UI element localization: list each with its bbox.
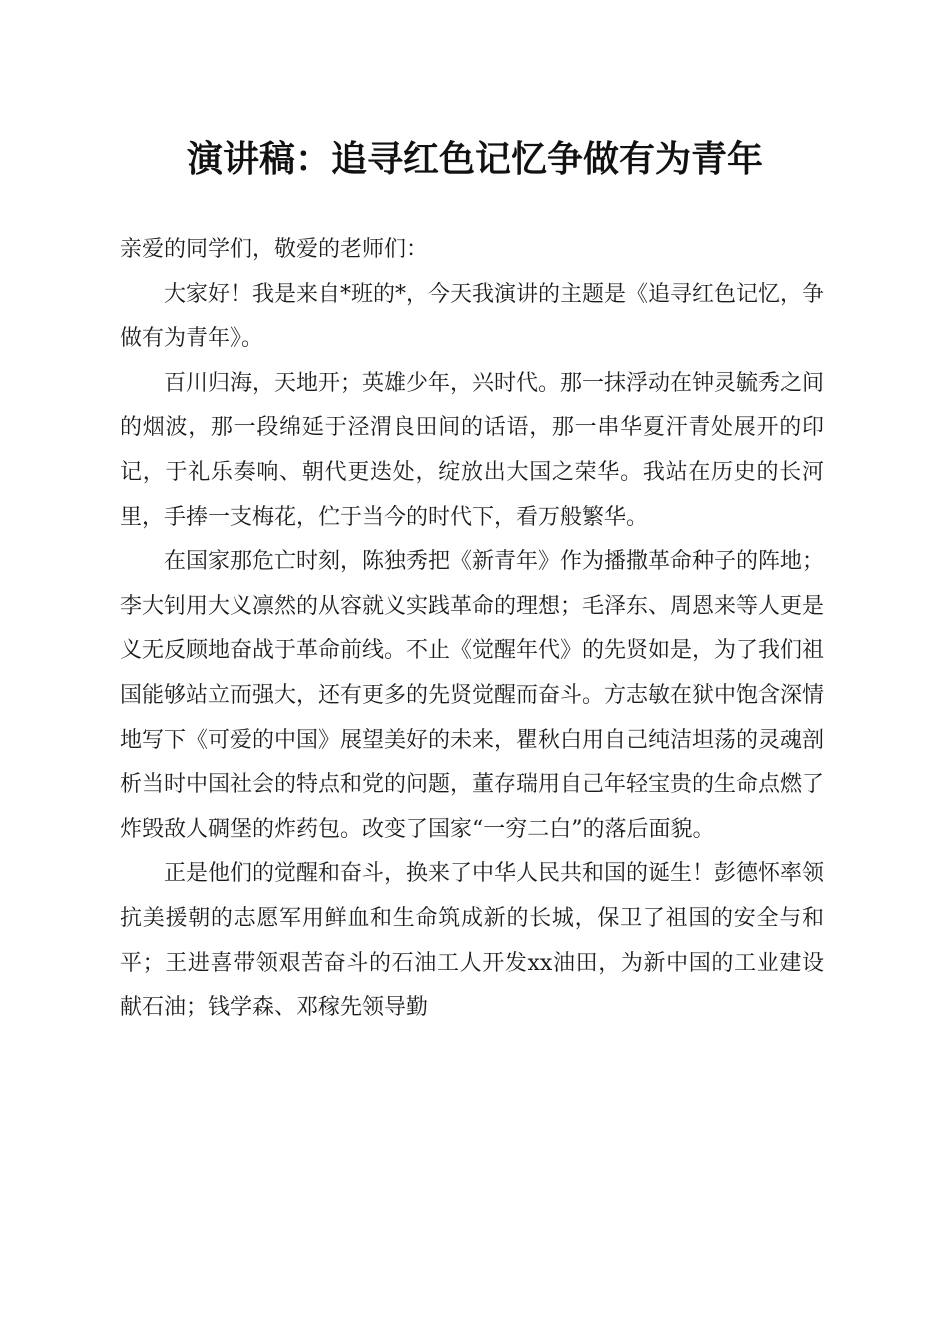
- speech-body: [120, 228, 824, 1031]
- paragraph-revolutionaries: 在国家那危亡时刻，陈独秀把《新青年》作为播撒革命种子的阵地；李大钊用大义凛然的从容就义实践革命的理想；毛泽东、周恩来等人更是义无反顾地奋战于革命前线。不止《觉醒年代》的先贤如是，为了我们祖国能够站立而强大，还有更多的先贤觉醒而奋斗。方志敏在狱中饱含深情地写下《可爱的中国》展望美好的未来，瞿秋白用自己纯洁坦荡的灵魂剖析当时中国社会的特点和党的问题，董存瑞用自己年轻宝贵的生命点燃了炸毁敌人碉堡的炸药包。改变了国家“一穷二白”的落后面貌。: [120, 549, 825, 842]
- page-title: 演讲稿：追寻红色记忆争做有为青年: [186, 138, 763, 180]
- salutation: 亲爱的同学们，敬爱的老师们：: [120, 237, 429, 262]
- paragraph-greeting: 大家好！我是来自*班的*，今天我演讲的主题是《追寻红色记忆，争做有为青年》。: [120, 281, 825, 352]
- paragraph-new-china: 正是他们的觉醒和奋斗，换来了中华人民共和国的诞生！彭德怀率领抗美援朝的志愿军用鲜血和生命筑成新的长城，保卫了祖国的安全与和平；王进喜带领艰苦奋斗的石油工人开发xx油田，为新中国的工业建设献石油；钱学森、邓稼先领导勤: [120, 861, 825, 1021]
- paragraph-history: 百川归海，天地开；英雄少年，兴时代。那一抹浮动在钟灵毓秀之间的烟波，那一段绵延于泾渭良田间的话语，那一串华夏汗青处展开的印记，于礼乐奏响、朝代更迭处，绽放出大国之荣华。我站在历史的长河里，手捧一支梅花，伫于当今的时代下，看万般繁华。: [120, 370, 825, 530]
